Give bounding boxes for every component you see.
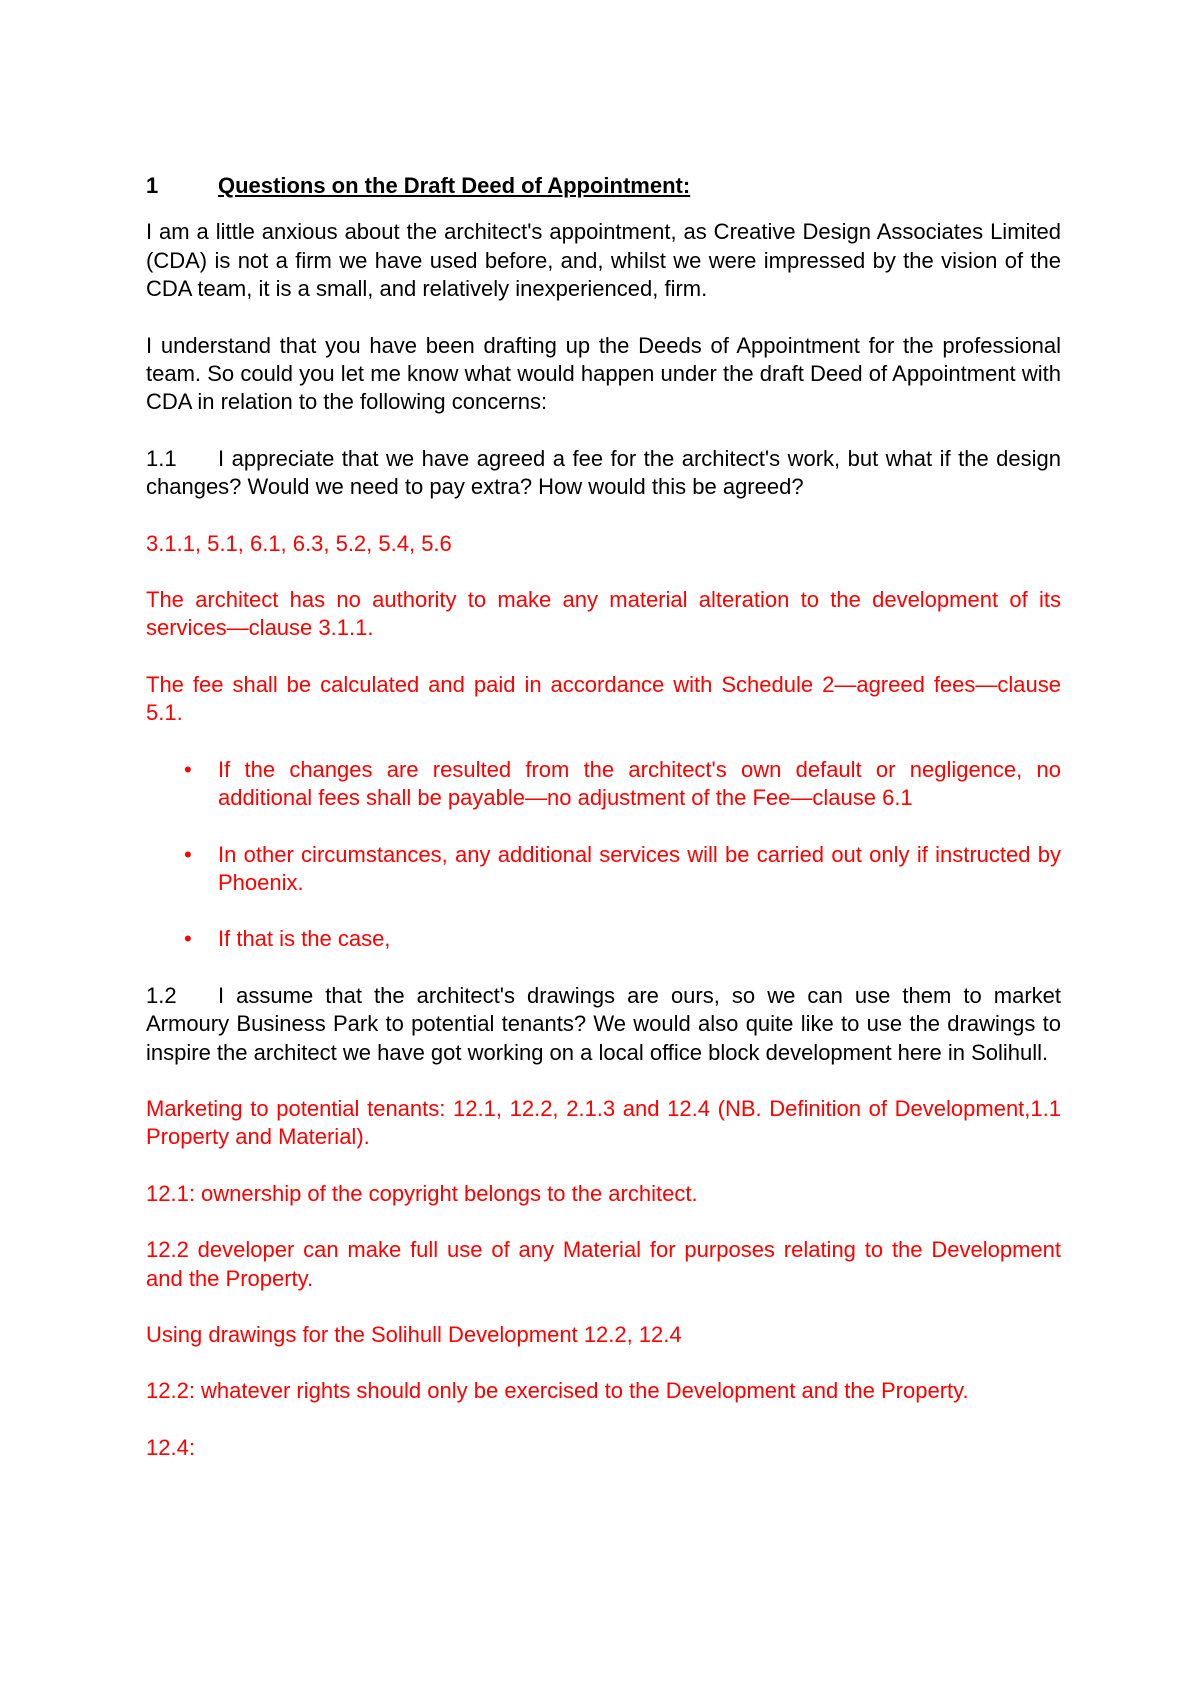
bullet-text: If the changes are resulted from the architect's own default or negligence, no additional fees shall be payable—no adjustment of the Fee—clause 6.1 [218, 756, 1061, 811]
section-number: 1 [146, 173, 159, 198]
list-item [146, 756, 1061, 813]
answer-1-bullet-list [146, 756, 1061, 954]
section-title: Questions on the Draft Deed of Appointment: [218, 173, 691, 198]
bullet-icon: • [184, 756, 192, 782]
answer-2-paragraph-2: 12.1: ownership of the copyright belongs to the architect. [146, 1180, 698, 1206]
answer-2-paragraph-1: Marketing to potential tenants: 12.1, 12.2, 2.1.3 and 12.4 (NB. Definition of Development,1.1 Property and Material). [146, 1095, 1061, 1150]
section-heading [146, 172, 1061, 200]
answer-1-clause-refs: 3.1.1, 5.1, 6.1, 6.3, 5.2, 5.4, 5.6 [146, 530, 452, 556]
answer-2-paragraph-4: Using drawings for the Solihull Development 12.2, 12.4 [146, 1321, 682, 1347]
bullet-text: In other circumstances, any additional services will be carried out only if instructed by Phoenix. [218, 841, 1061, 895]
answer-2-paragraph-6: 12.4: [146, 1434, 195, 1460]
bullet-text: If that is the case, [218, 926, 391, 952]
bullet-icon: • [184, 926, 192, 952]
intro-paragraph-2: I understand that you have been drafting up the Deeds of Appointment for the professional team. So could you let me know what would happen under the draft Deed of Appointment with CDA in relation to the following concerns: [146, 332, 1061, 415]
intro-paragraph-1: I am a little anxious about the architect's appointment, as Creative Design Associates Limited (CDA) is not a firm we have used before, and, whilst we were impressed by the vision of the CDA team, it is a small, and relatively inexperienced, firm. [146, 219, 1061, 302]
question-number: 1.2 [146, 982, 177, 1008]
list-item [146, 841, 1061, 898]
question-1-2 [146, 982, 1061, 1067]
question-text: I assume that the architect's drawings are ours, so we can use them to market Armoury Business Park to potential tenants? We would also quite like to use the drawings to inspire the architect we have got working on a local office block development here in Solihull. [146, 982, 1061, 1065]
bullet-icon: • [184, 841, 192, 867]
question-text: I appreciate that we have agreed a fee for the architect's work, but what if the design changes? Would we need to pay extra? How would this be agreed? [146, 445, 1061, 500]
document-page [146, 172, 1061, 1490]
answer-2-paragraph-5: 12.2: whatever rights should only be exercised to the Development and the Property. [146, 1378, 969, 1404]
answer-2-paragraph-3: 12.2 developer can make full use of any Material for purposes relating to the Development and the Property. [146, 1237, 1061, 1291]
question-number: 1.1 [146, 445, 177, 471]
list-item [146, 925, 1061, 953]
answer-1-paragraph-1: The architect has no authority to make any material alteration to the development of its services—clause 3.1.1. [146, 587, 1061, 641]
answer-1-paragraph-2: The fee shall be calculated and paid in accordance with Schedule 2—agreed fees—clause 5.1. [146, 671, 1061, 726]
question-1-1 [146, 445, 1061, 502]
